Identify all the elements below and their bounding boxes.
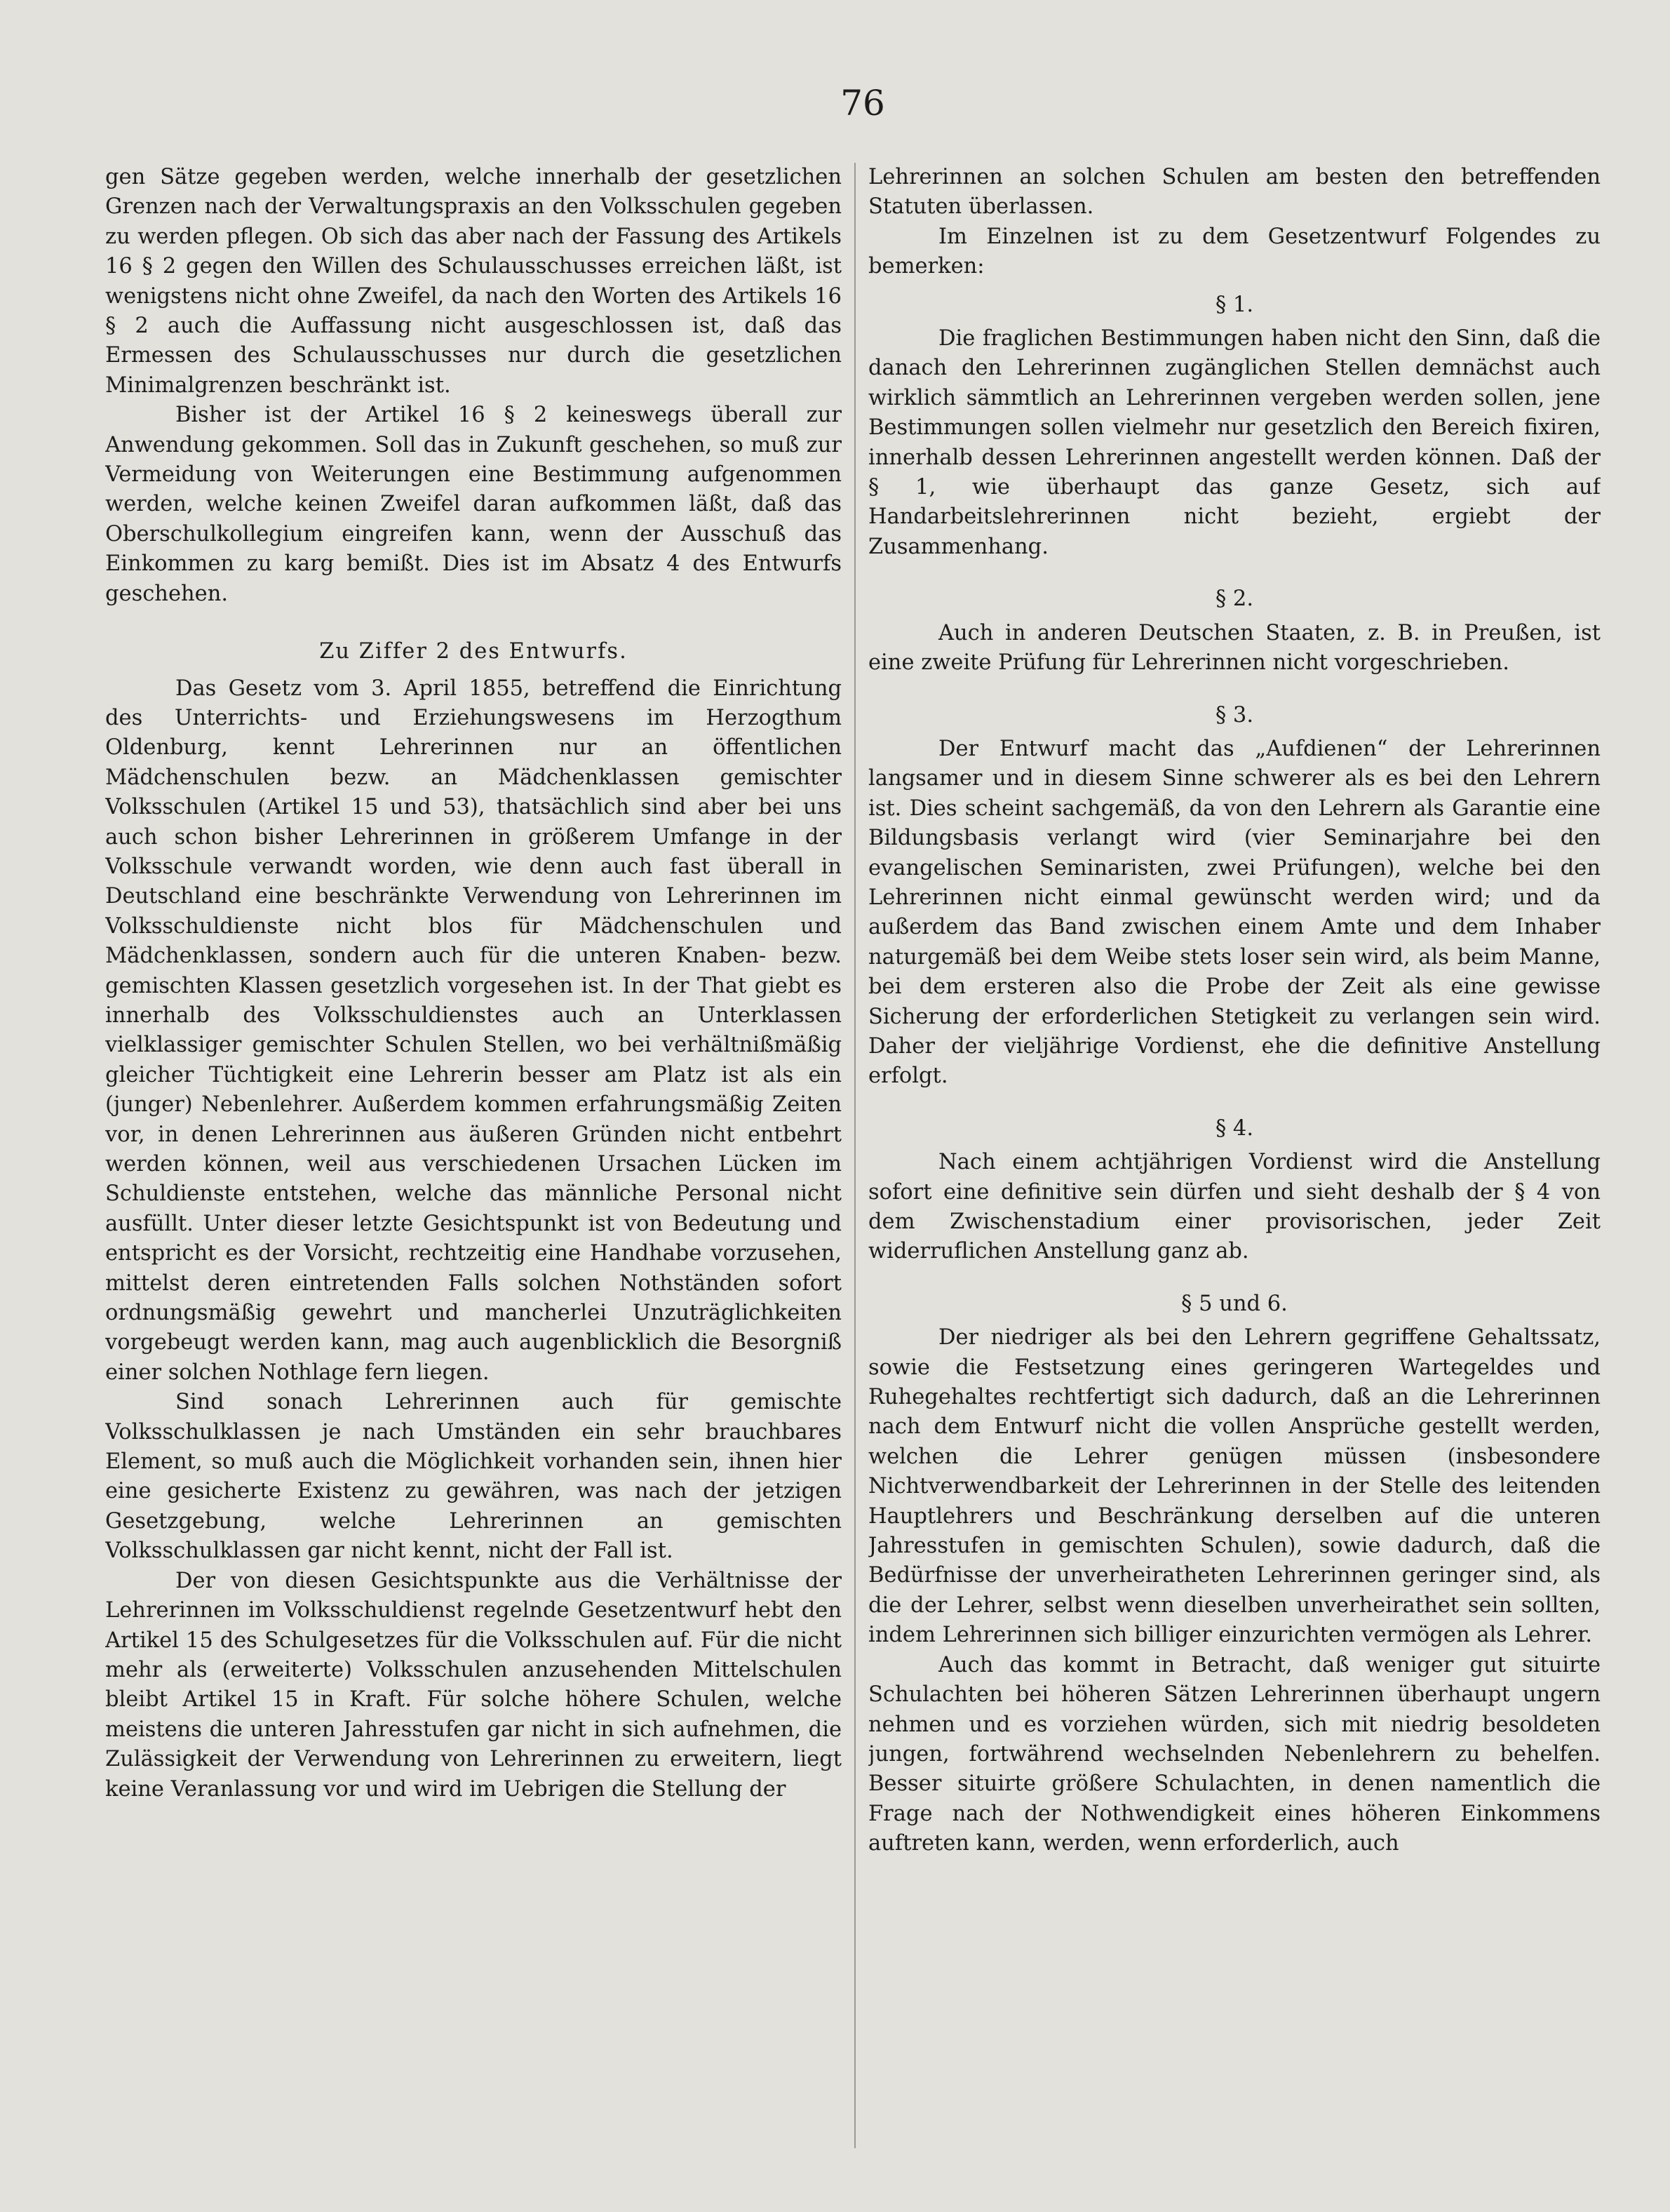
section-heading-5-6: § 5 und 6. bbox=[1181, 1291, 1288, 1316]
section-heading-1: § 1. bbox=[1215, 292, 1254, 317]
section-heading-4: § 4. bbox=[1215, 1115, 1254, 1141]
paragraph: Auch das kommt in Betracht, daß weniger gut situirte Schulachten bei höheren Sätzen Lehrerinnen überhaupt ungern nehmen und es vorziehen würden, sich mit niedrig besoldeten jungen, fortwährend wechselnden Nebenlehrern zu behelfen. Besser situirte größere Schulachten, in denen namentlich die Frage nach der Nothwendigkeit eines höheren Einkommens auftreten kann, werden, wenn erforderlich, auch bbox=[868, 1652, 1601, 1856]
paragraph: gen Sätze gegeben werden, welche innerhalb der gesetzlichen Grenzen nach der Verwaltungspraxis an den Volksschulen gegeben zu werden pflegen. Ob sich das aber nach der Fassung des Artikels 16 § 2 gegen den Willen des Schulausschusses erreichen läßt, ist wenigstens nicht ohne Zweifel, da nach den Worten des Artikels 16 § 2 auch die Auffassung nicht ausgeschlossen ist, daß das Ermessen des Schulausschusses nur durch die gesetzlichen Minimalgrenzen beschränkt ist. bbox=[105, 165, 842, 398]
section-heading-2: § 2. bbox=[1215, 586, 1254, 612]
paragraph: Auch in anderen Deutschen Staaten, z. B. in Preußen, ist eine zweite Prüfung für Lehrerinnen nicht vorgeschrieben. bbox=[868, 620, 1601, 676]
paragraph: Das Gesetz vom 3. April 1855, betreffend die Einrichtung des Unterrichts- und Erziehungswesens im Herzogthum Oldenburg, kennt Lehrerinnen nur an öffentlichen Mädchenschulen bezw. an Mädchenklassen gemischter Volksschulen (Artikel 15 und 53), thatsächlich sind aber bei uns auch schon bisher Lehrerinnen in größerem Umfange in der Volksschule verwandt worden, wie denn auch fast überall in Deutschland eine beschränkte Verwendung von Lehrerinnen im Volksschuldienste nicht blos für Mädchenschulen und Mädchenklassen, sondern auch für die unteren Knaben- bezw. gemischten Klassen gesetzlich vorgesehen ist. In der That giebt es innerhalb des Volksschuldienstes auch an Unterklassen vielklassiger gemischter Schulen Stellen, wo bei verhältnißmäßig gleicher Tüchtigkeit eine Lehrerin besser am Platz ist als ein (junger) Nebenlehrer. Außerdem kommen erfahrungsmäßig Zeiten vor, in denen Lehrerinnen aus äußeren Gründen nicht entbehrt werden können, weil aus verschiedenen Ursachen Lücken im Schuldienste entstehen, welche das männliche Personal nicht ausfüllt. Unter dieser letzte Gesichtspunkt ist von Bedeutung und entspricht es der Vorsicht, rechtzeitig eine Handhabe vorzusehen, mittelst deren eintretenden Falls solchen Nothständen sofort ordnungsmäßig gewehrt und mancherlei Unzuträglichkeiten vorgebeugt werden kann, mag auch augenblicklich die Besorgniß einer solchen Nothlage fern liegen. bbox=[105, 676, 842, 1385]
paragraph: Lehrerinnen an solchen Schulen am besten den betreffenden Statuten überlassen. bbox=[868, 165, 1601, 220]
section-heading: Zu Ziffer 2 des Entwurfs. bbox=[319, 639, 628, 664]
paragraph: Nach einem achtjährigen Vordienst wird die Anstellung sofort eine definitive sein dürfen und sieht deshalb der § 4 von dem Zwischenstadium einer provisorischen, jeder Zeit widerruflichen Anstellung ganz ab. bbox=[868, 1150, 1601, 1264]
paragraph: Im Einzelnen ist zu dem Gesetzentwurf Folgendes zu bemerken: bbox=[868, 224, 1601, 279]
paragraph: Der niedriger als bei den Lehrern gegriffene Gehaltssatz, sowie die Festsetzung eines geringeren Wartegeldes und Ruhegehaltes rechtfertigt sich dadurch, daß an die Lehrerinnen nach dem Entwurf nicht die vollen Ansprüche gestellt werden, welchen die Lehrer genügen müssen (insbesondere Nichtverwendbarkeit der Lehrerinnen in der Stelle des leitenden Hauptlehrers und Beschränkung derselben auf die unteren Jahresstufen in gemischten Schulen), sowie dadurch, daß die Bedürfnisse der unverheiratheten Lehrerinnen geringer sind, als die der Lehrer, selbst wenn dieselben unverheirathet sein sollten, indem Lehrerinnen sich billiger einzurichten vermögen als Lehrer. bbox=[868, 1325, 1601, 1648]
column-divider bbox=[854, 163, 856, 2148]
paragraph: Der Entwurf macht das „Aufdienen“ der Lehrerinnen langsamer und in diesem Sinne schwerer als es bei den Lehrern ist. Dies scheint sachgemäß, da von den Lehrern als Garantie eine Bildungsbasis verlangt wird (vier Seminarjahre bei den evangelischen Seminaristen, zwei Prüfungen), welche bei den Lehrerinnen nicht einmal gewünscht werden wird; und da außerdem das Band zwischen einem Amte und dem Inhaber naturgemäß bei dem Weibe stets loser sein wird, als beim Manne, bei dem ersteren also die Probe der Zeit als eine gewisse Sicherung der erforderlichen Stetigkeit zu verlangen sein wird. Daher der vieljährige Vordienst, ehe die definitive Anstellung erfolgt. bbox=[868, 736, 1601, 1089]
paragraph: Sind sonach Lehrerinnen auch für gemischte Volksschulklassen je nach Umständen ein sehr brauchbares Element, so muß auch die Möglichkeit vorhanden sein, ihnen hier eine gesicherte Existenz zu gewähren, was nach der jetzigen Gesetzgebung, welche Lehrerinnen an gemischten Volksschulklassen gar nicht kennt, nicht der Fall ist. bbox=[105, 1390, 842, 1564]
page-number: 76 bbox=[840, 83, 885, 123]
right-column bbox=[868, 163, 1601, 2155]
paragraph: Bisher ist der Artikel 16 § 2 keineswegs überall zur Anwendung gekommen. Soll das in Zukunft geschehen, so muß zur Vermeidung von Weiterungen eine Bestimmung aufgenommen werden, welche keinen Zweifel daran aufkommen läßt, daß das Oberschulkollegium eingreifen kann, wenn der Ausschuß das Einkommen zu karg bemißt. Dies ist im Absatz 4 des Entwurfs geschehen. bbox=[105, 403, 842, 606]
section-heading-3: § 3. bbox=[1215, 702, 1254, 728]
left-column bbox=[105, 163, 842, 2155]
paragraph: Die fraglichen Bestimmungen haben nicht den Sinn, daß die danach den Lehrerinnen zugänglichen Stellen demnächst auch wirklich sämmtlich an Lehrerinnen vergeben werden sollen, jene Bestimmungen sollen vielmehr nur gesetzlich den Bereich fixiren, innerhalb dessen Lehrerinnen angestellt werden können. Daß der § 1, wie überhaupt das ganze Gesetz, sich auf Handarbeitslehrerinnen nicht bezieht, ergiebt der Zusammenhang. bbox=[868, 326, 1601, 559]
paragraph: Der von diesen Gesichtspunkte aus die Verhältnisse der Lehrerinnen im Volksschuldienst regelnde Gesetzentwurf hebt den Artikel 15 des Schulgesetzes für die Volksschulen auf. Für die nicht mehr als (erweiterte) Volksschulen anzusehenden Mittelschulen bleibt Artikel 15 in Kraft. Für solche höhere Schulen, welche meistens die unteren Jahresstufen gar nicht in sich aufnehmen, die Zulässigkeit der Verwendung von Lehrerinnen zu erweitern, liegt keine Veranlassung vor und wird im Uebrigen die Stellung der bbox=[105, 1568, 842, 1802]
